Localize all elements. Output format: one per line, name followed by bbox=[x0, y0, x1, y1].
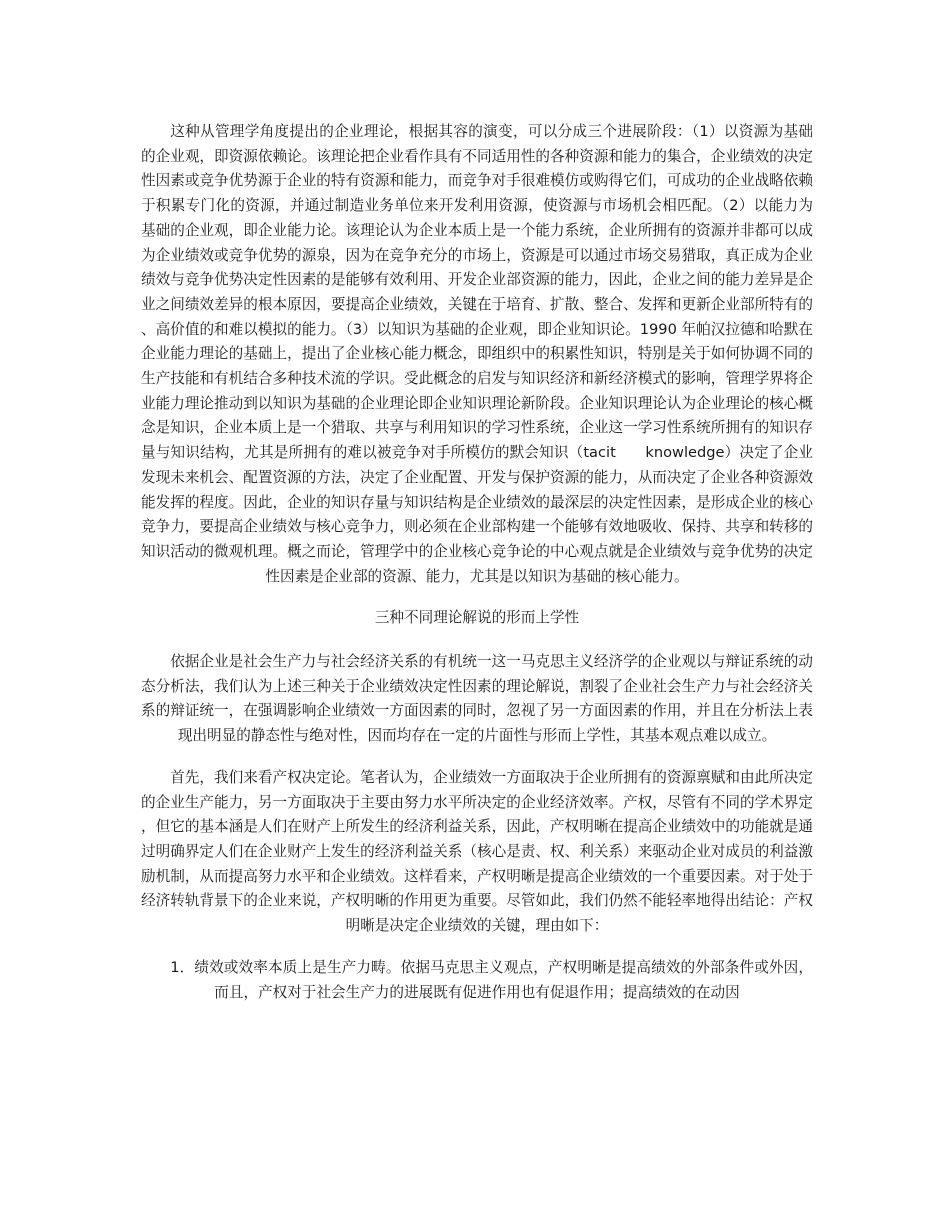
section-heading: 三种不同理论解说的形而上学性 bbox=[374, 609, 580, 627]
body-paragraph: 依据企业是社会生产力与社会经济关系的有机统一这一马克思主义经济学的企业观以与辩证系统的动态分析法，我们认为上述三种关于企业绩效决定性因素的理论解说，割裂了企业社会生产力与社会经济关系的辩证统一，在强调影响企业绩效一方面因素的同时，忽视了另一方面因素的作用，并且在分析法上表现出明显的静态性与绝对性，因而均存在一定的片面性与形而上学性，其基本观点难以成立。 bbox=[141, 653, 813, 745]
paragraph-spacer bbox=[141, 589, 813, 606]
paragraph-spacer bbox=[141, 749, 813, 766]
body-paragraph: 1．绩效或效率本质上是生产力畴。依据马克思主义观点，产权明晰是提高绩效的外部条件或外因，而且，产权对于社会生产力的进展既有促进作用也有促退作用；提高绩效的在动因 bbox=[170, 958, 813, 1001]
paragraph-spacer bbox=[141, 631, 813, 650]
body-paragraph: 这种从管理学角度提出的企业理论，根据其容的演变，可以分成三个进展阶段：（1）以资源为基础的企业观，即资源依赖论。该理论把企业看作具有不同适用性的各种资源和能力的集合，企业绩效的决定性因素或竞争优势源于企业的特有资源和能力，而竞争对手很难模仿或购得它们，可成功的企业战略依赖于积累专门化的资源，并通过制造业务单位来开发利用资源，使资源与市场机会相匹配。（2）以能力为基础的企业观，即企业能力论。该理论认为企业本质上是一个能力系统，企业所拥有的资源并非都可以成为企业绩效或竞争优势的源泉，因为在竞争充分的市场上，资源是可以通过市场交易猎取，真正成为企业绩效与竞争优势决定性因素的是能够有效利用、开发企业部资源的能力，因此，企业之间的能力差异是企业之间绩效差异的根本原因，要提高企业绩效，关键在于培育、扩散、整合、发挥和更新企业部所特有的、高价值的和难以模拟的能力。（3）以知识为基础的企业观，即企业知识论。1990 年帕汉拉德和哈默在企业能力理论的基础上，提出了企业核心能力概念，即组织中的积累性知识，特别是关于如何协调不同的生产技能和有机结合多种技术流的学识。受此概念的启发与知识经济和新经济模式的影响，管理学界将企业能力理论推动到以知识为基础的企业理论即企业知识理论新阶段。企业知识理论认为企业理论的核心概念是知识，企业本质上是一个猎取、共享与利用知识的学习性系统，企业这一学习性系统所拥有的知识存量与知识结构，尤其是所拥有的难以被竞争对手所模仿的默会知识（tacit knowledge）决定了企业发现未来机会、配置资源的方法，决定了企业配置、开发与保护资源的能力，从而决定了企业各种资源效能发挥的程度。因此，企业的知识存量与知识结构是企业绩效的最深层的决定性因素，是形成企业的核心竞争力，要提高企业绩效与核心竞争力，则必须在企业部构建一个能够有效地吸收、保持、共享和转移的知识活动的微观机理。概之而论，管理学中的企业核心竞争论的中心观点就是企业绩效与竞争优势的决定性因素是企业部的资源、能力，尤其是以知识为基础的核心能力。 bbox=[141, 123, 813, 585]
document-page bbox=[141, 120, 813, 1005]
paragraph-spacer bbox=[141, 939, 813, 956]
body-paragraph: 首先，我们来看产权决定论。笔者认为，企业绩效一方面取决于企业所拥有的资源禀赋和由此所决定的企业生产能力，另一方面取决于主要由努力水平所决定的企业经济效率。产权，尽管有不同的学术界定，但它的基本涵是人们在财产上所发生的经济利益关系，因此，产权明晰在提高企业绩效中的功能就是通过明确界定人们在企业财产上发生的经济利益关系（核心是责、权、利关系）来驱动企业对成员的利益激励机制，从而提高努力水平和企业绩效。这样看来，产权明晰是提高企业绩效的一个重要因素。对于处于经济转轨背景下的企业来说，产权明晰的作用更为重要。尽管如此，我们仍然不能轻率地得出结论：产权明晰是决定企业绩效的关键，理由如下： bbox=[141, 768, 813, 935]
